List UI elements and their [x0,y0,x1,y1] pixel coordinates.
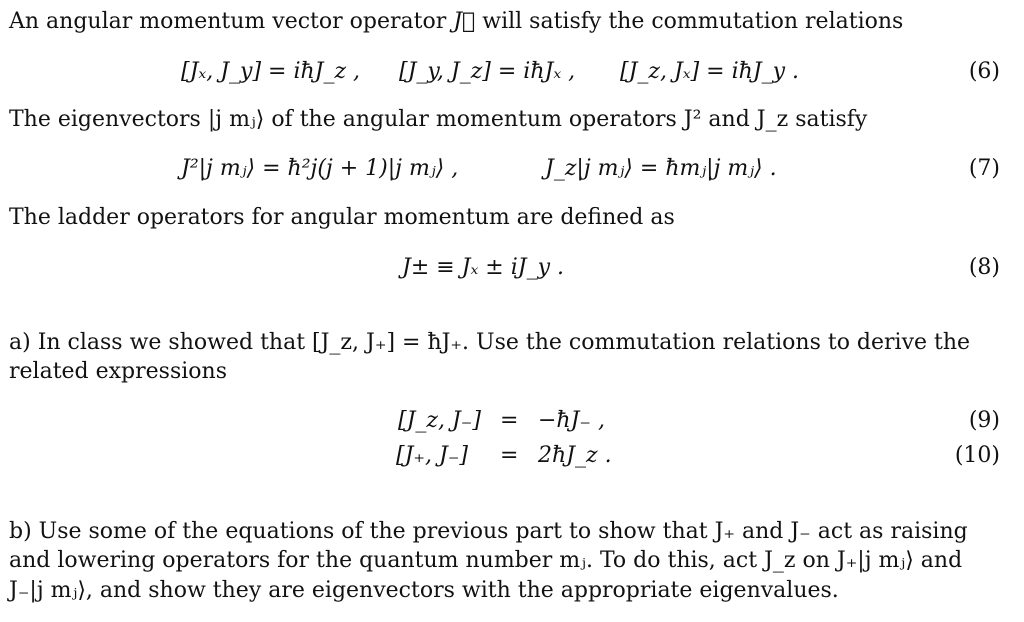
eq9-lhs: [J_z, J₋] [398,408,481,433]
eq6-commutator-xy: [Jₓ, J_y] = iħJ_z , [181,59,361,84]
intro-text-after: will satisfy the commutation relations [475,9,904,34]
eq9-number: (9) [968,408,1000,433]
eq7-jz-eigen: J_z|j mⱼ⟩ = ħmⱼ|j mⱼ⟩ . [545,156,777,181]
eq10-lhs: [J₊, J₋] [396,443,469,468]
ladder-sentence: The ladder operators for angular momentum are defined as [9,205,675,230]
intro-line [9,9,1002,35]
eq6-number: (6) [968,59,1000,84]
eq10-equals: = [500,443,519,468]
intro-text-before: An angular momentum vector operator [9,9,454,34]
eq7-number: (7) [968,156,1000,181]
eq6-commutator-zx: [J_z, Jₓ] = iħJ_y . [620,59,800,84]
eq7-j-squared-eigen: J²|j mⱼ⟩ = ħ²j(j + 1)|j mⱼ⟩ , [181,156,459,181]
part-a-line1: a) In class we showed that [J_z, J₊] = ħJ₊. Use the commutation relations to derive the [9,330,971,355]
part-b-line1: b) Use some of the equations of the previous part to show that J₊ and J₋ act as raising [9,519,968,544]
eq9-equals: = [500,408,519,433]
eigenvectors-sentence: The eigenvectors |j mⱼ⟩ of the angular momentum operators J² and J_z satisfy [9,107,868,132]
eq9-rhs: −ħJ₋ , [538,408,606,433]
eq8-ladder-definition: J± ≡ Jₓ ± iJ_y . [402,255,564,280]
eq6-commutator-yz: [J_y, J_z] = iħJₓ , [399,59,576,84]
part-b-line2: and lowering operators for the quantum number mⱼ. To do this, act J_z on J₊|j mⱼ⟩ and [9,548,963,573]
part-b-line3: J₋|j mⱼ⟩, and show they are eigenvectors with the appropriate eigenvalues. [9,578,839,603]
eq10-number: (10) [954,443,1000,468]
vector-j-symbol: J⃗ [453,9,476,34]
eq8-number: (8) [968,255,1000,280]
part-a-line2: related expressions [9,359,227,384]
eq10-rhs: 2ħJ_z . [538,443,612,468]
